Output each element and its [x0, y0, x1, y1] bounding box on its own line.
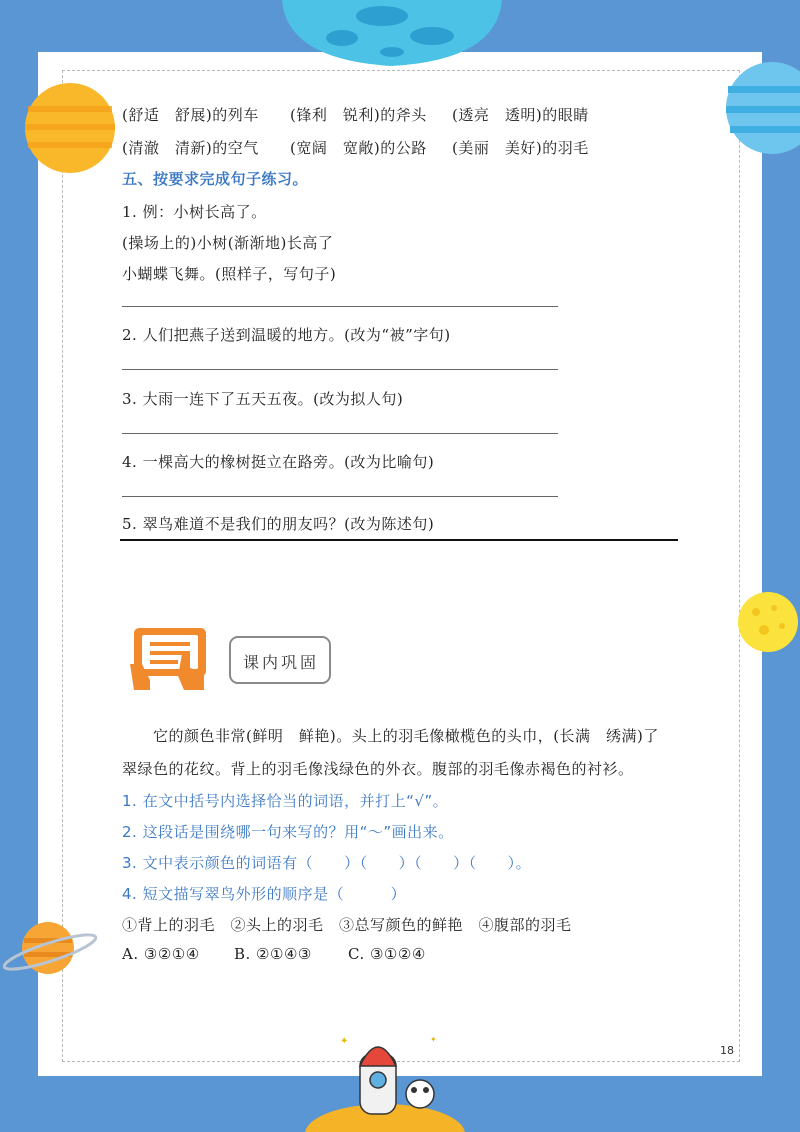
word-choice-1: (舒适 舒展)的列车	[122, 106, 259, 124]
blue-planet-decoration	[716, 58, 800, 158]
choice-c: C. ③①②④	[348, 945, 426, 963]
task-2: 2. 这段话是围绕哪一句来写的？用“～”画出来。	[122, 823, 454, 841]
passage-line-1: 它的颜色非常(鲜明 鲜艳)。头上的羽毛像橄榄色的头巾，(长满 绣满)了	[122, 727, 659, 745]
answer-line-2	[122, 369, 558, 370]
choice-b: B. ②①④③	[234, 945, 312, 963]
question-3: 3. 大雨一连下了五天五夜。(改为拟人句)	[122, 390, 404, 408]
section-five-heading: 五、按要求完成句子练习。	[122, 170, 309, 188]
task-3: 3. 文中表示颜色的词语有（ ）（ ）（ ）（ ）。	[122, 854, 532, 872]
question-1-task: 小蝴蝶飞舞。(照样子，写句子)	[122, 265, 337, 283]
question-1: 1. 例：小树长高了。	[122, 203, 267, 221]
word-choice-3: (透亮 透明)的眼睛	[452, 106, 589, 124]
ringed-planet-decoration	[0, 908, 100, 988]
answer-line-4	[122, 496, 558, 497]
yellow-moon-decoration	[734, 590, 800, 656]
question-4: 4. 一棵高大的橡树挺立在路旁。(改为比喻句)	[122, 453, 435, 471]
question-2: 2. 人们把燕子送到温暖的地方。(改为“被”字句)	[122, 326, 451, 344]
order-options: ①背上的羽毛 ②头上的羽毛 ③总写颜色的鲜艳 ④腹部的羽毛	[122, 916, 572, 934]
word-choice-4: (清澈 清新)的空气	[122, 139, 259, 157]
rocket-decoration	[300, 1024, 470, 1132]
question-1-example: (操场上的)小树(渐渐地)长高了	[122, 234, 334, 252]
choice-a: A. ③②①④	[122, 945, 200, 963]
answer-line-5	[120, 539, 678, 541]
yellow-planet-decoration	[22, 80, 118, 176]
answer-line-1	[122, 306, 558, 307]
passage-line-2: 翠绿色的花纹。背上的羽毛像浅绿色的外衣。腹部的羽毛像赤褐色的衬衫。	[122, 760, 634, 778]
question-5: 5. 翠鸟难道不是我们的朋友吗？(改为陈述句)	[122, 515, 435, 533]
task-4: 4. 短文描写翠鸟外形的顺序是（ ）	[122, 885, 407, 903]
svg-text:✦: ✦	[430, 1035, 437, 1044]
svg-text:✦: ✦	[340, 1036, 349, 1047]
answer-line-3	[122, 433, 558, 434]
tablet-hand-icon	[128, 624, 212, 692]
task-1: 1. 在文中括号内选择恰当的词语，并打上“√”。	[122, 792, 449, 810]
section-badge-label: 课内巩固	[243, 653, 320, 672]
top-planet-decoration	[282, 0, 502, 70]
word-choice-2: (锋利 锐利)的斧头	[290, 106, 427, 124]
page-number: 18	[720, 1044, 734, 1057]
word-choice-5: (宽阔 宽敞)的公路	[290, 139, 427, 157]
word-choice-6: (美丽 美好)的羽毛	[452, 139, 589, 157]
